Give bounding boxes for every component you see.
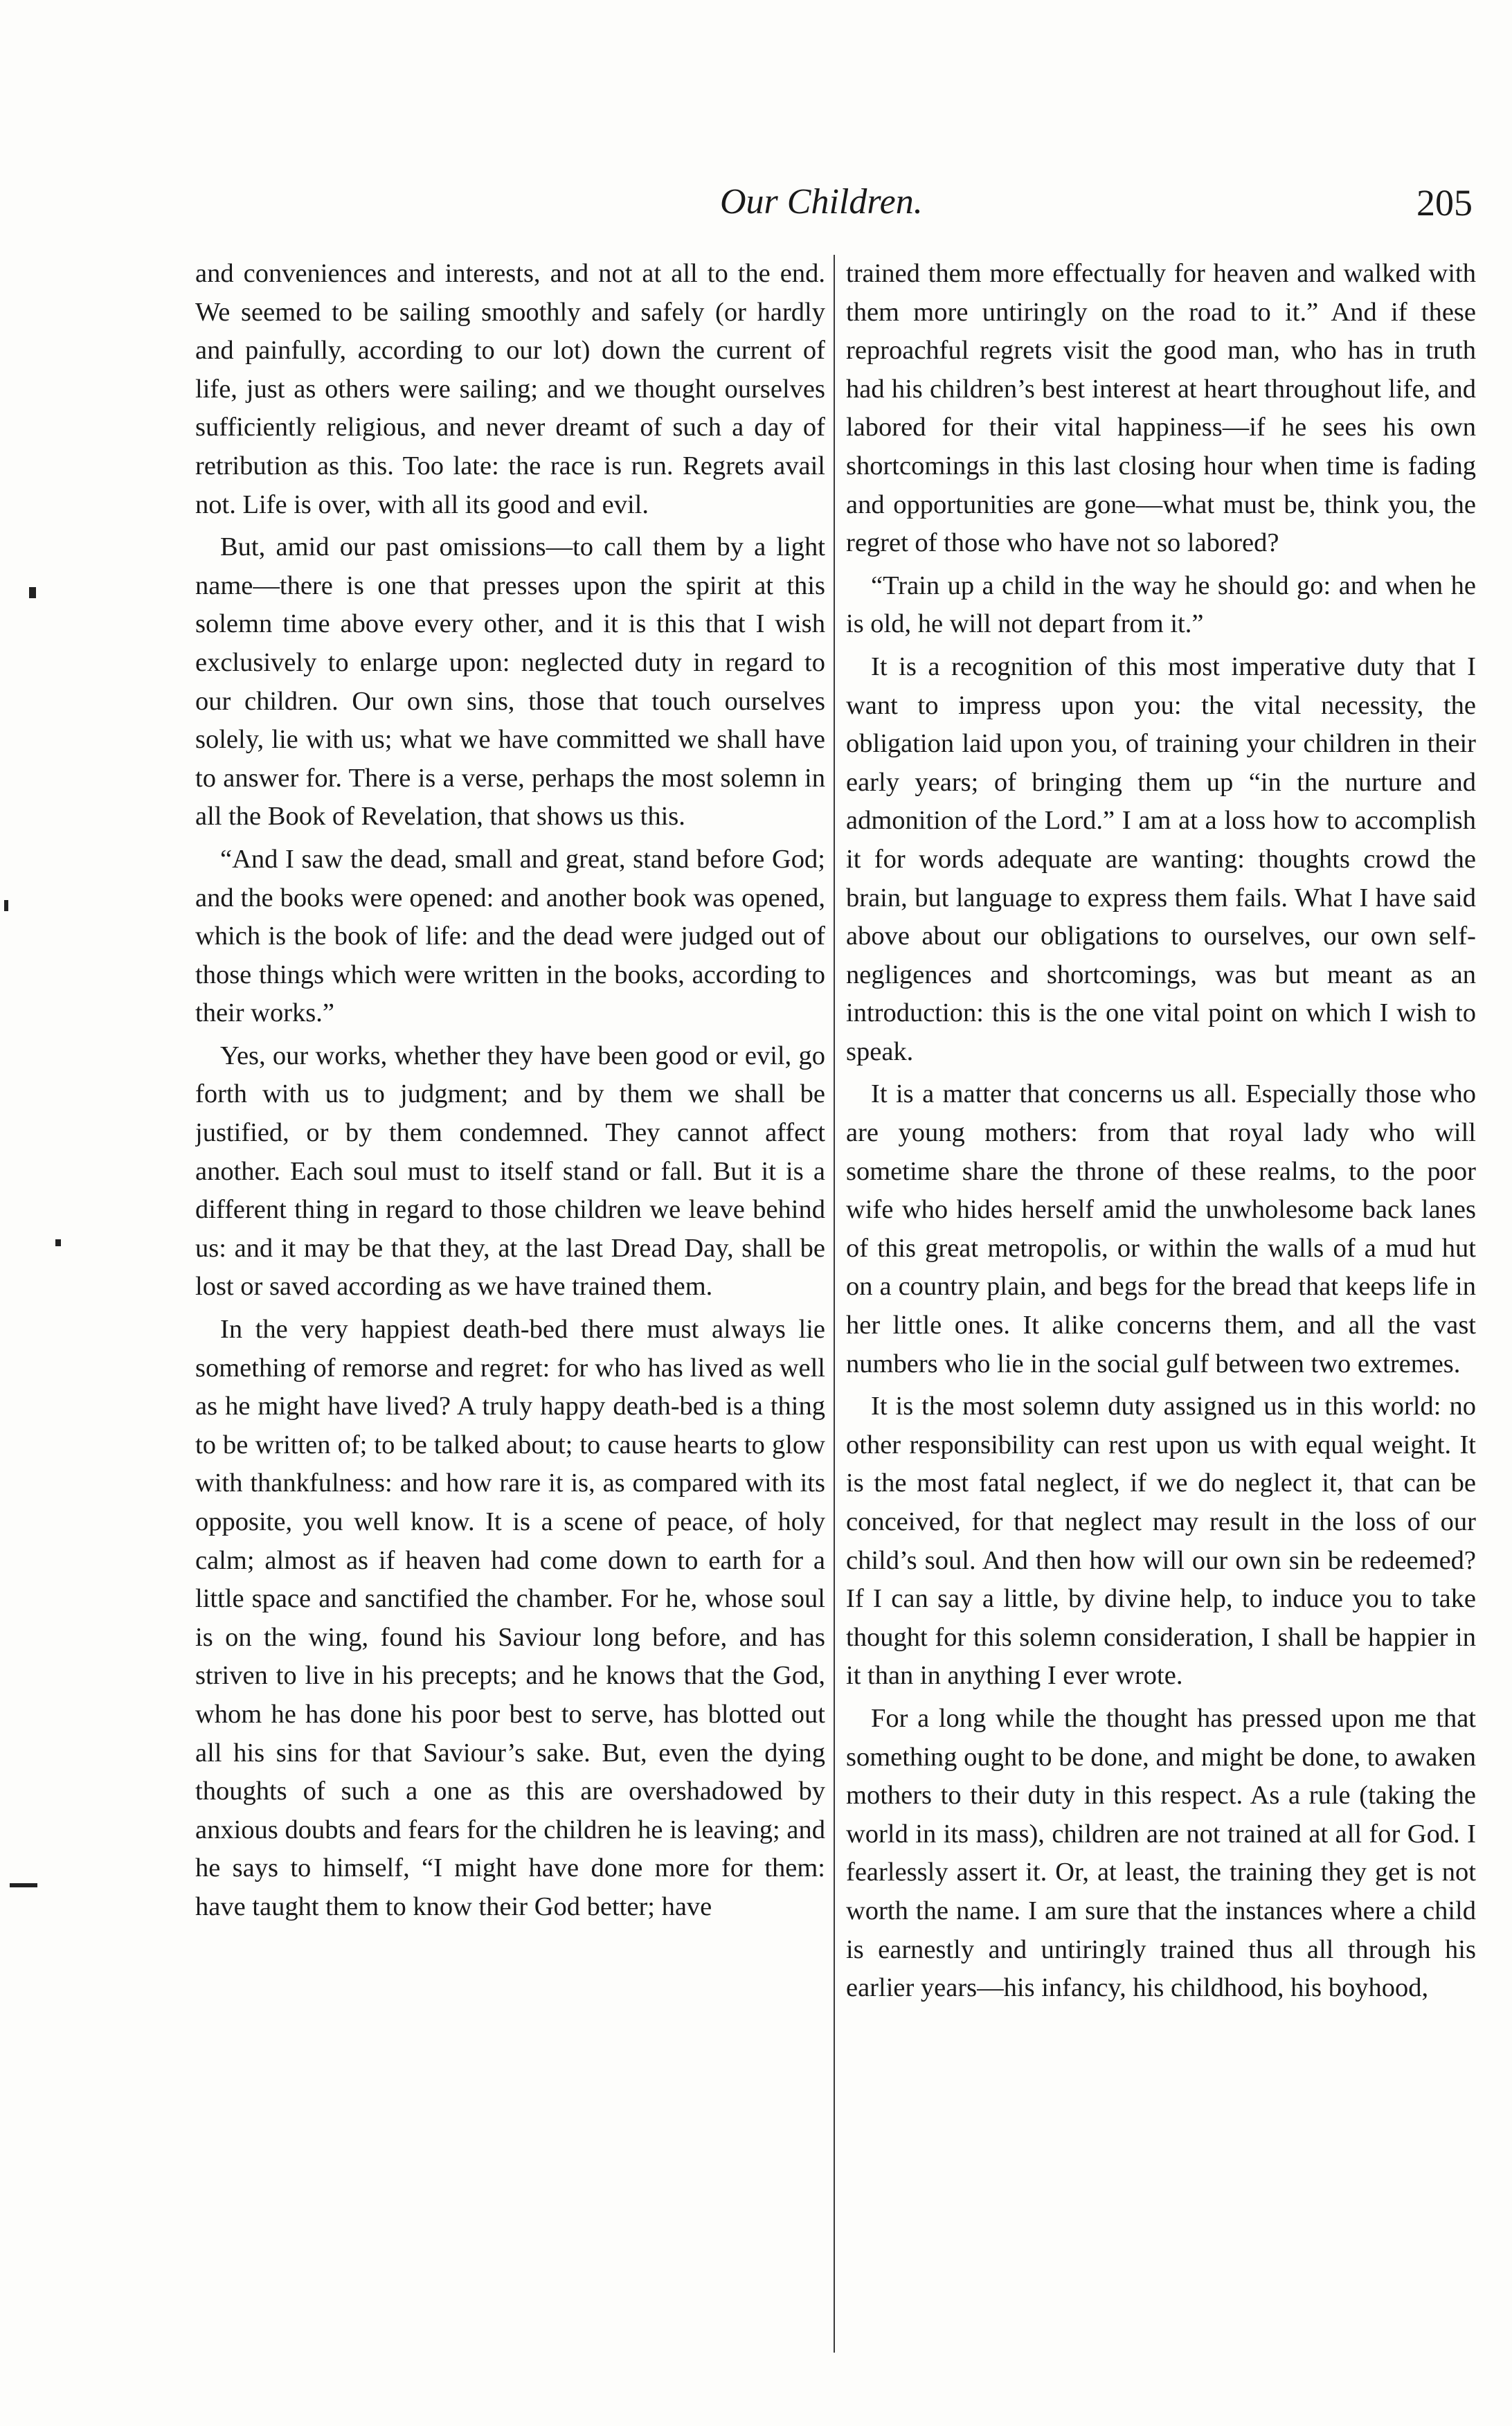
paragraph: In the very happiest death-bed there must always lie something of remorse and regret: for who has lived as well as he might have lived? A truly happy death-bed is a thing to be written of; to be talked about; to cause hearts to glow with thankfulness: and how rare it is, as compared with its opposite, you well know. It is a scene of peace, of holy calm; almost as if heaven had come down to earth for a little space and sanctified the chamber. For he, whose soul is on the wing, found his Saviour long before, and has striven to live in his precepts; and he knows that the God, whom he has done his poor best to serve, has blotted out all his sins for that Saviour’s sake. But, even the dying thoughts of such a one as this are overshadowed by anxious doubts and fears for the children he is leaving; and he says to himself, “I might have done more for them: have taught them to know their God better; have [195,1315,825,1921]
margin-mark [4,900,8,911]
paragraph: It is a matter that concerns us all. Especially those who are young mothers: from that royal lady who will sometime share the throne of these realms, to the poor wife who hides herself amid the unwholesome back lanes of this great metropolis, or within the walls of a mud hut on a country plain, and begs for the bread that keeps life in her little ones. It alike concerns them, and all the vast numbers who lie in the social gulf between two extremes. [846,1079,1476,1378]
margin-mark [29,587,36,598]
paragraph: trained them more effectually for heaven and walked with them more untiringly on the road to it.” And if these reproachful regrets visit the good man, who has in truth had his children’s best interest at heart throughout life, and labored for their vital happiness—if he sees his own shortcomings in this last closing hour when time is fading and opportunities are gone—what must be, think you, the regret of those who have not so labored? [846,259,1476,558]
column-divider [834,255,835,2353]
page-number: 205 [1416,182,1473,224]
paragraph: “And I saw the dead, small and great, stand before God; and the books were opened: and another book was opened, which is the book of life: and the dead were judged out of those things which were written in the books, according to their works.” [195,844,825,1028]
left-column [195,255,825,2373]
paragraph: Yes, our works, whether they have been good or evil, go forth with us to judgment; and by them we shall be justified, or by them condemned. They cannot affect another. Each soul must to itself stand or fall. But it is a different thing in regard to those children we leave behind us: and it may be that they, at the last Dread Day, shall be lost or saved according as we have trained them. [195,1041,825,1302]
paragraph: It is a recognition of this most imperative duty that I want to impress upon you: the vital necessity, the obligation laid upon you, of training your children in their early years; of bringing them up “in the nurture and admonition of the Lord.” I am at a loss how to accomplish it for words adequate are wanting: thoughts crowd the brain, but language to express them fails. What I have said above about our obligations to ourselves, our own self-negligences and shortcomings, was but meant as an introduction: this is the one vital point on which I wish to speak. [846,652,1476,1066]
paragraph: For a long while the thought has pressed upon me that something ought to be done, and might be done, to awaken mothers to their duty in this respect. As a rule (taking the world in its mass), children are not trained at all for God. I fearlessly assert it. Or, at least, the training they get is not worth the name. I am sure that the instances where a child is earnestly and untiringly trained thus all through his earlier years—his infancy, his childhood, his boyhood, [846,1703,1476,2003]
page-header [0,181,1512,237]
paragraph: “Train up a child in the way he should go: and when he is old, he will not depart from it.” [846,570,1476,639]
paragraph: and conveniences and interests, and not at all to the end. We seemed to be sailing smoothly and safely (or hardly and painfully, according to our lot) down the current of life, just as others were sailing; and we thought ourselves sufficiently religious, and never dreamt of such a day of retribution as this. Too late: the race is run. Regrets avail not. Life is over, with all its good and evil. [195,259,825,519]
margin-mark [10,1883,37,1887]
right-column [846,255,1476,2373]
paragraph: It is the most solemn duty assigned us in this world: no other responsibility can rest upon us with equal weight. It is the most fatal neglect, if we do neglect it, that can be conceived, for that neglect may result in the loss of our child’s soul. And then how will our own sin be redeemed? If I can say a little, by divine help, to induce you to take thought for this solemn consideration, I shall be happier in it than in anything I ever wrote. [846,1392,1476,1691]
margin-mark [55,1239,61,1246]
paragraph: But, amid our past omissions—to call them by a light name—there is one that presses upon the spirit at this solemn time above every other, and it is this that I wish exclusively to enlarge upon: neglected duty in regard to our children. Our own sins, those that touch ourselves solely, lie with us; what we have committed we shall have to answer for. There is a verse, perhaps the most solemn in all the Book of Revelation, that shows us this. [195,532,825,832]
running-title: Our Children. [720,182,923,222]
